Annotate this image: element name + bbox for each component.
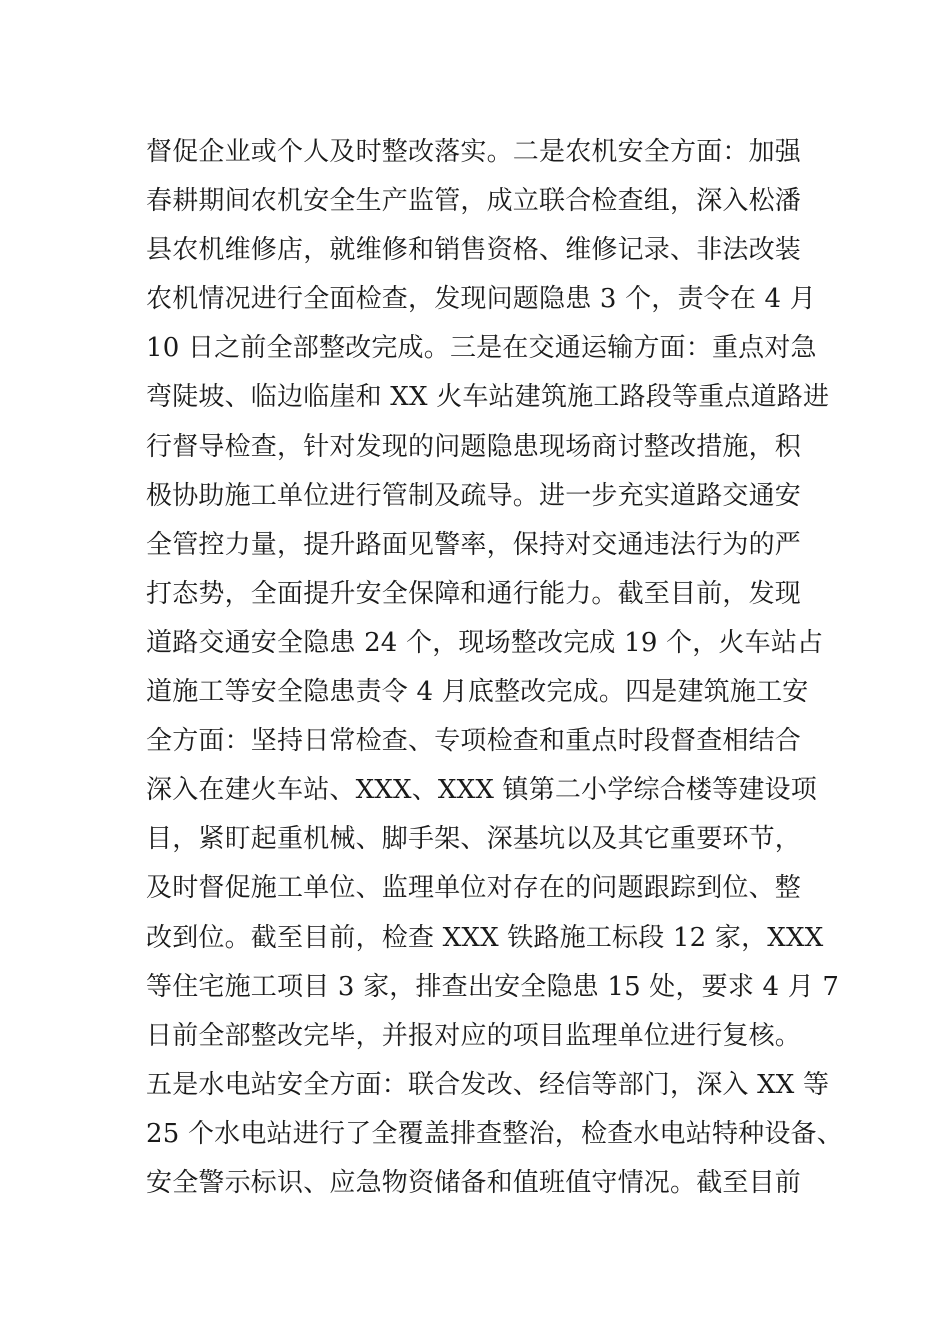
text-line: 道施工等安全隐患责令 4 月底整改完成。四是建筑施工安 — [146, 677, 809, 708]
text-line: 10 日之前全部整改完成。三是在交通运输方面：重点对急 — [146, 333, 817, 364]
text-line: 深入在建火车站、XXX、XXX 镇第二小学综合楼等建设项 — [146, 775, 817, 806]
text-line: 日前全部整改完毕，并报对应的项目监理单位进行复核。 — [146, 1020, 802, 1051]
body-text — [146, 128, 843, 1208]
text-line: 极协助施工单位进行管制及疏导。进一步充实道路交通安 — [146, 480, 802, 511]
text-line: 道路交通安全隐患 24 个，现场整改完成 19 个，火车站占 — [146, 627, 824, 658]
text-line: 春耕期间农机安全生产监管，成立联合检查组，深入松潘 — [146, 186, 802, 217]
text-line: 全方面：坚持日常检查、专项检查和重点时段督查相结合 — [146, 726, 802, 757]
text-line: 目，紧盯起重机械、脚手架、深基坑以及其它重要环节， — [146, 824, 802, 855]
text-line: 等住宅施工项目 3 家，排查出安全隐患 15 处，要求 4 月 7 — [146, 971, 840, 1002]
text-line: 行督导检查，针对发现的问题隐患现场商讨整改措施，积 — [146, 431, 802, 462]
text-line: 及时督促施工单位、监理单位对存在的问题跟踪到位、整 — [146, 873, 802, 904]
text-line: 打态势，全面提升安全保障和通行能力。截至目前，发现 — [146, 578, 802, 609]
text-line: 督促企业或个人及时整改落实。二是农机安全方面：加强 — [146, 137, 802, 167]
text-line: 全管控力量，提升路面见警率，保持对交通违法行为的严 — [146, 529, 802, 560]
text-line: 五是水电站安全方面：联合发改、经信等部门，深入 XX 等 — [146, 1069, 830, 1100]
text-line: 改到位。截至目前，检查 XXX 铁路施工标段 12 家，XXX — [146, 922, 824, 953]
text-line: 25 个水电站进行了全覆盖排查整治，检查水电站特种设备、 — [146, 1118, 843, 1149]
text-line: 安全警示标识、应急物资储备和值班值守情况。截至目前 — [146, 1167, 802, 1198]
text-line: 农机情况进行全面检查，发现问题隐患 3 个，责令在 4 月 — [146, 284, 816, 315]
text-line: 县农机维修店，就维修和销售资格、维修记录、非法改装 — [146, 235, 802, 266]
text-line: 弯陡坡、临边临崖和 XX 火车站建筑施工路段等重点道路进 — [146, 382, 830, 413]
